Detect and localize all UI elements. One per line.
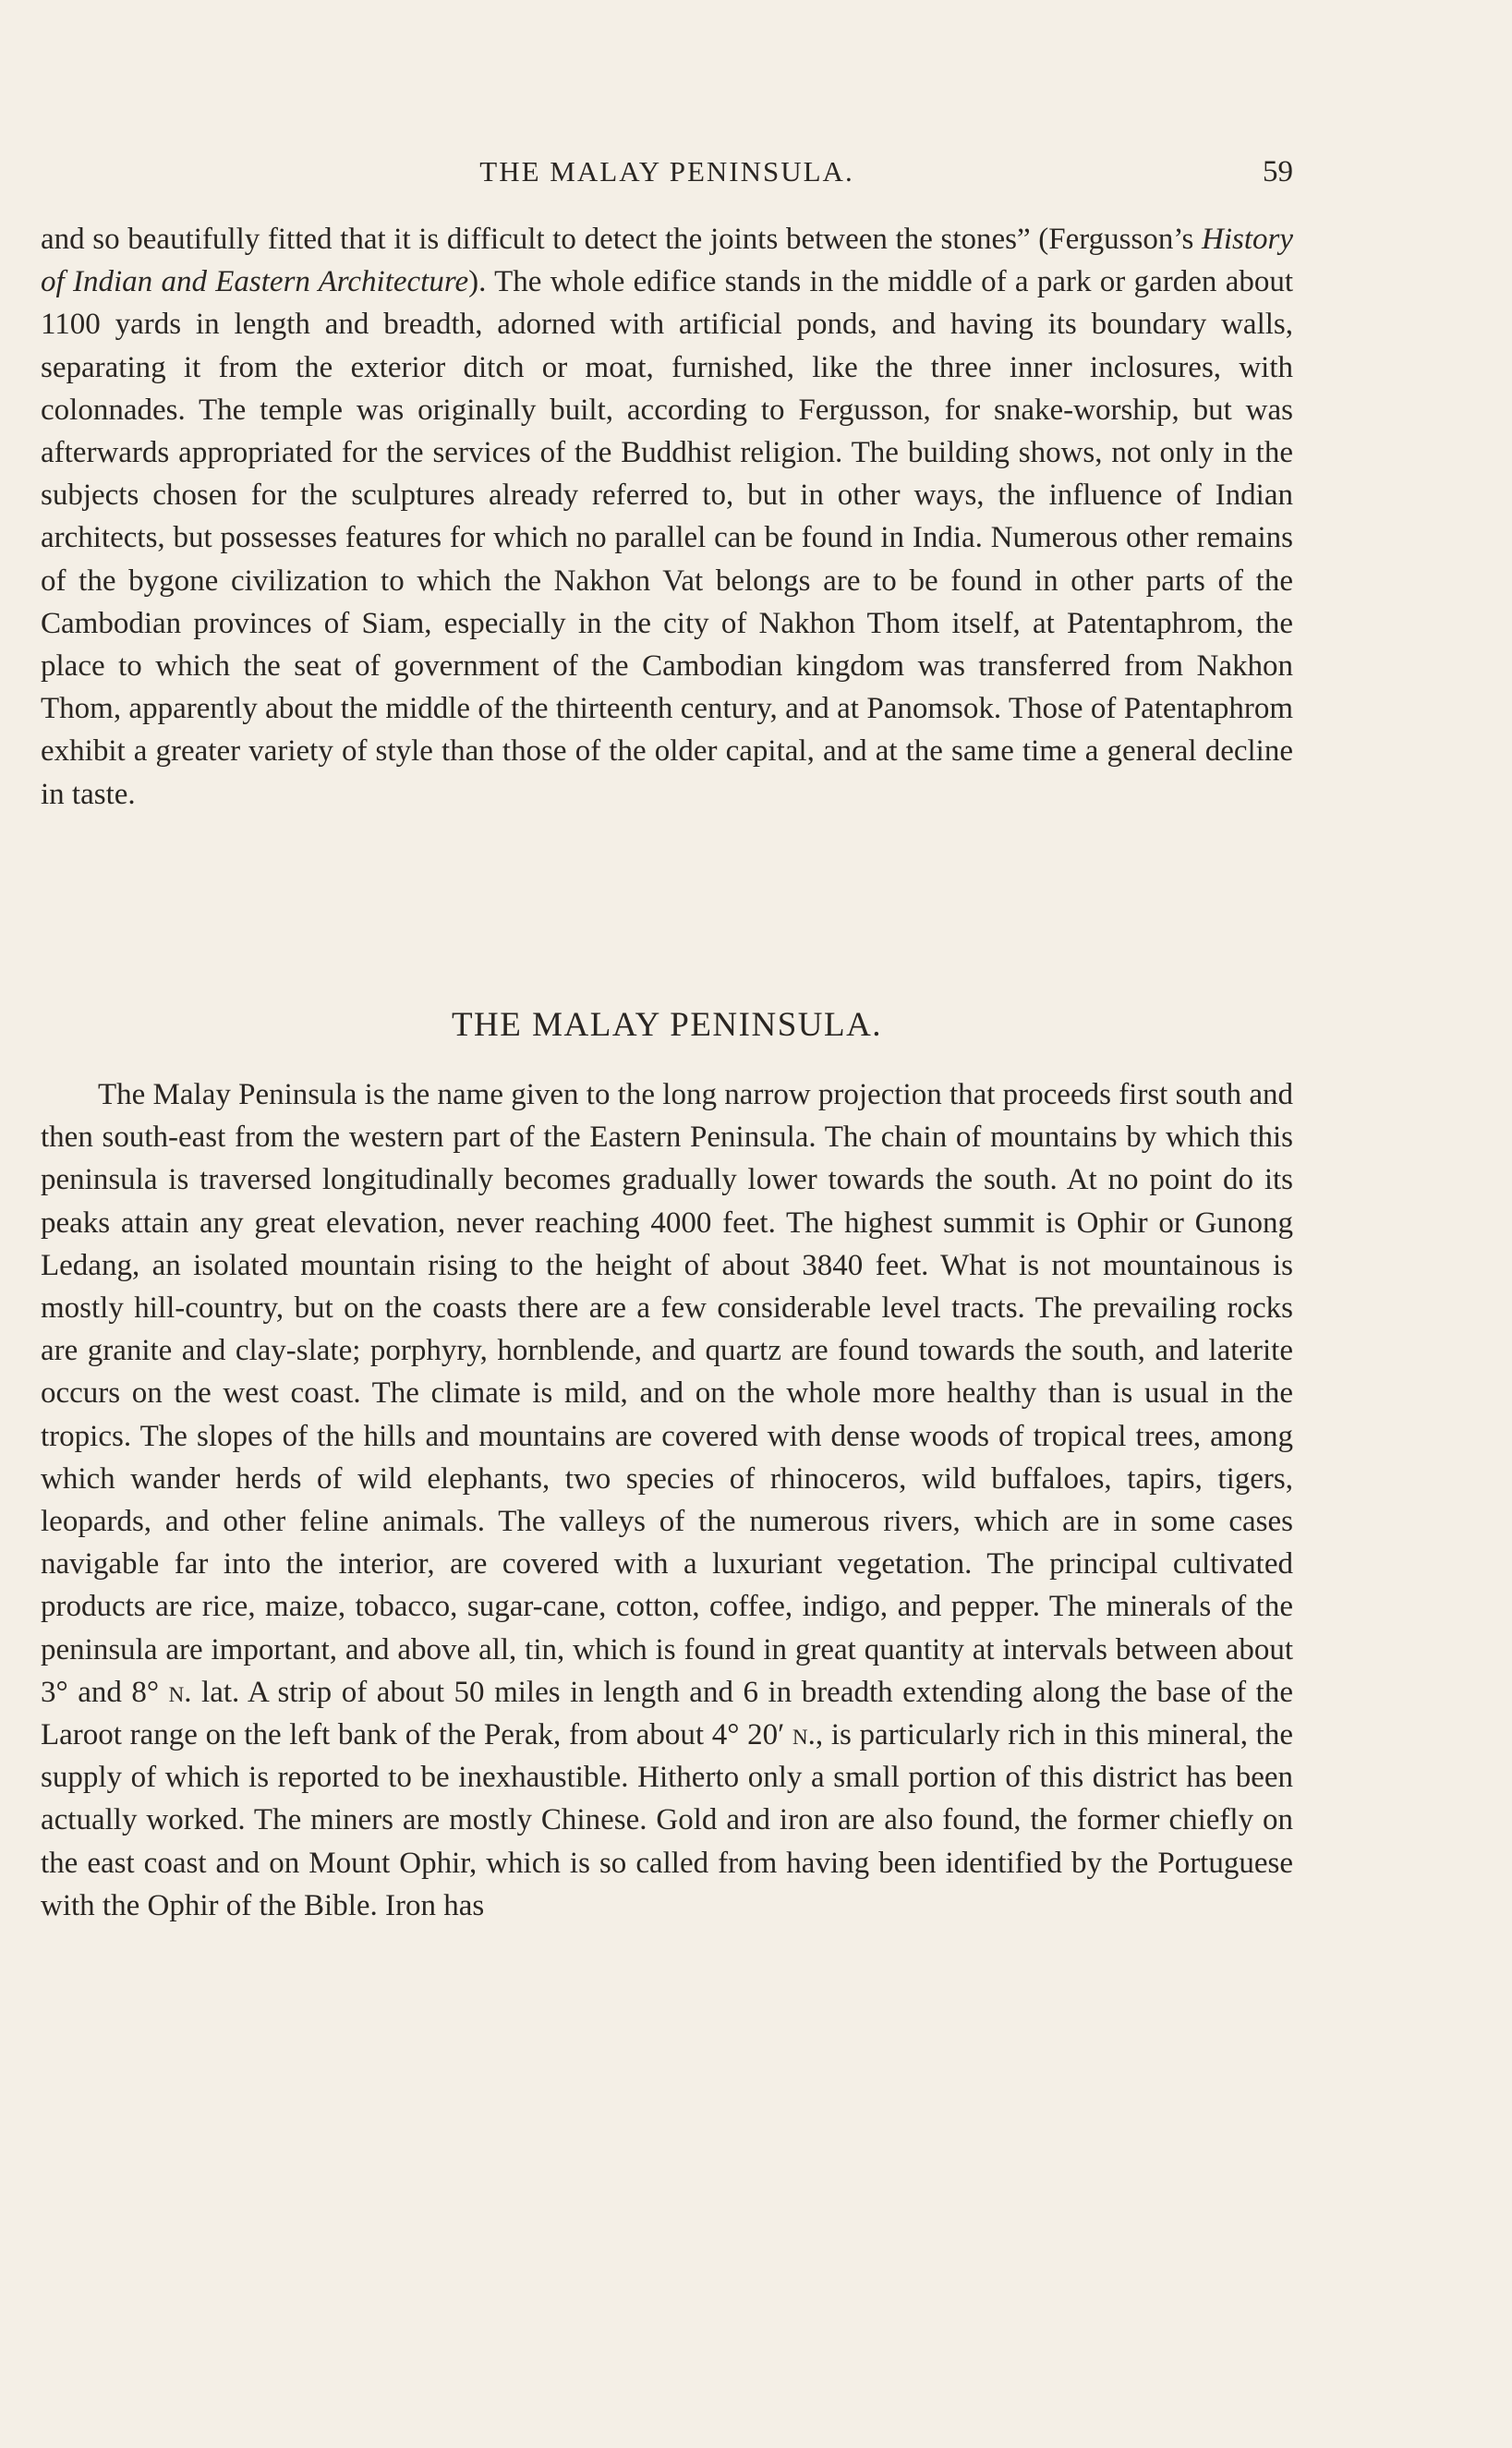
section-heading: THE MALAY PENINSULA. bbox=[451, 1006, 883, 1044]
running-head bbox=[41, 155, 1293, 192]
book-title-italic: History of Indian and Eastern Architecture bbox=[41, 223, 1293, 299]
latitude-abbreviation: n. bbox=[168, 1675, 192, 1709]
running-title: THE MALAY PENINSULA. bbox=[479, 155, 854, 188]
paragraph-2-text-c: , is particularly rich in this mineral, the supply of which is reported to be inexhaustible. Hitherto only a small portion of this district has been actually worked. The miners are mostly Chinese. Gold and iron are also found, the former chiefly on the east coast and on Mount Ophir, which is so called from having been identified by the Portuguese with the Ophir of the Bible. Iron has bbox=[41, 1718, 1293, 1922]
paragraph-2 bbox=[41, 1073, 1293, 1927]
paragraph-2-text-a: The Malay Peninsula is the name given to the long narrow projection that proceeds first south and then south-east from the western part of the Eastern Peninsula. The chain of mountains by which this peninsula is traversed longitudinally becomes gradually lower towards the south. At no point do its peaks attain any great elevation, never reaching 4000 feet. The highest summit is Ophir or Gunong Ledang, an isolated mountain rising to the height of about 3840 feet. What is not mountainous is mostly hill-country, but on the coasts there are a few considerable level tracts. The prevailing rocks are granite and clay-slate; porphyry, hornblende, and quartz are found towards the south, and laterite occurs on the west coast. The climate is mild, and on the whole more healthy than is usual in the tropics. The slopes of the hills and mountains are covered with dense woods of tropical trees, among which wander herds of wild elephants, two species of rhinoceros, wild buffaloes, tapirs, tigers, leopards, and other feline animals. The valleys of the numerous rivers, which are in some cases navigable far into the interior, are covered with a luxuriant vegetation. The principal cultivated products are rice, maize, tobacco, sugar-cane, cotton, coffee, indigo, and pepper. The minerals of the peninsula are important, and above all, tin, which is found in great quantity at intervals between about 3° and 8° bbox=[41, 1078, 1294, 1709]
paragraph-2-text-b: lat. A strip of about 50 miles in length and 6 in breadth extending along the base of the Laroot range on the left bank of the Perak, from about 4° 20′ bbox=[41, 1675, 1293, 1752]
paragraph-1-text-a: and so beautifully fitted that it is difficult to detect the joints between the stones” (Fergusson’s bbox=[41, 223, 1202, 256]
page-number: 59 bbox=[1263, 155, 1293, 188]
paragraph-1 bbox=[41, 218, 1293, 816]
latitude-abbreviation: n. bbox=[792, 1718, 816, 1752]
paragraph-1-text-b: ). The whole edifice stands in the middle of a park or garden about 1100 yards in length and breadth, adorned with artificial ponds, and having its boundary walls, separating it from the exterior ditch or moat, furnished, like the three inner inclosures, with colonnades. The temple was originally built, according to Fergusson, for snake-worship, but was afterwards appropriated for the services of the Buddhist religion. The building shows, not only in the subjects chosen for the sculptures already referred to, but in other ways, the influence of Indian architects, but possesses features for which no parallel can be found in India. Numerous other remains of the bygone civilization to which the Nakhon Vat belongs are to be found in other parts of the Cambodian provinces of Siam, especially in the city of Nakhon Thom itself, at Patentaphrom, the place to which the seat of government of the Cambodian kingdom was transferred from Nakhon Thom, apparently about the middle of the thirteenth century, and at Panomsok. Those of Patentaphrom exhibit a greater variety of style than those of the older capital, and at the same time a general decline in taste. bbox=[41, 265, 1294, 811]
